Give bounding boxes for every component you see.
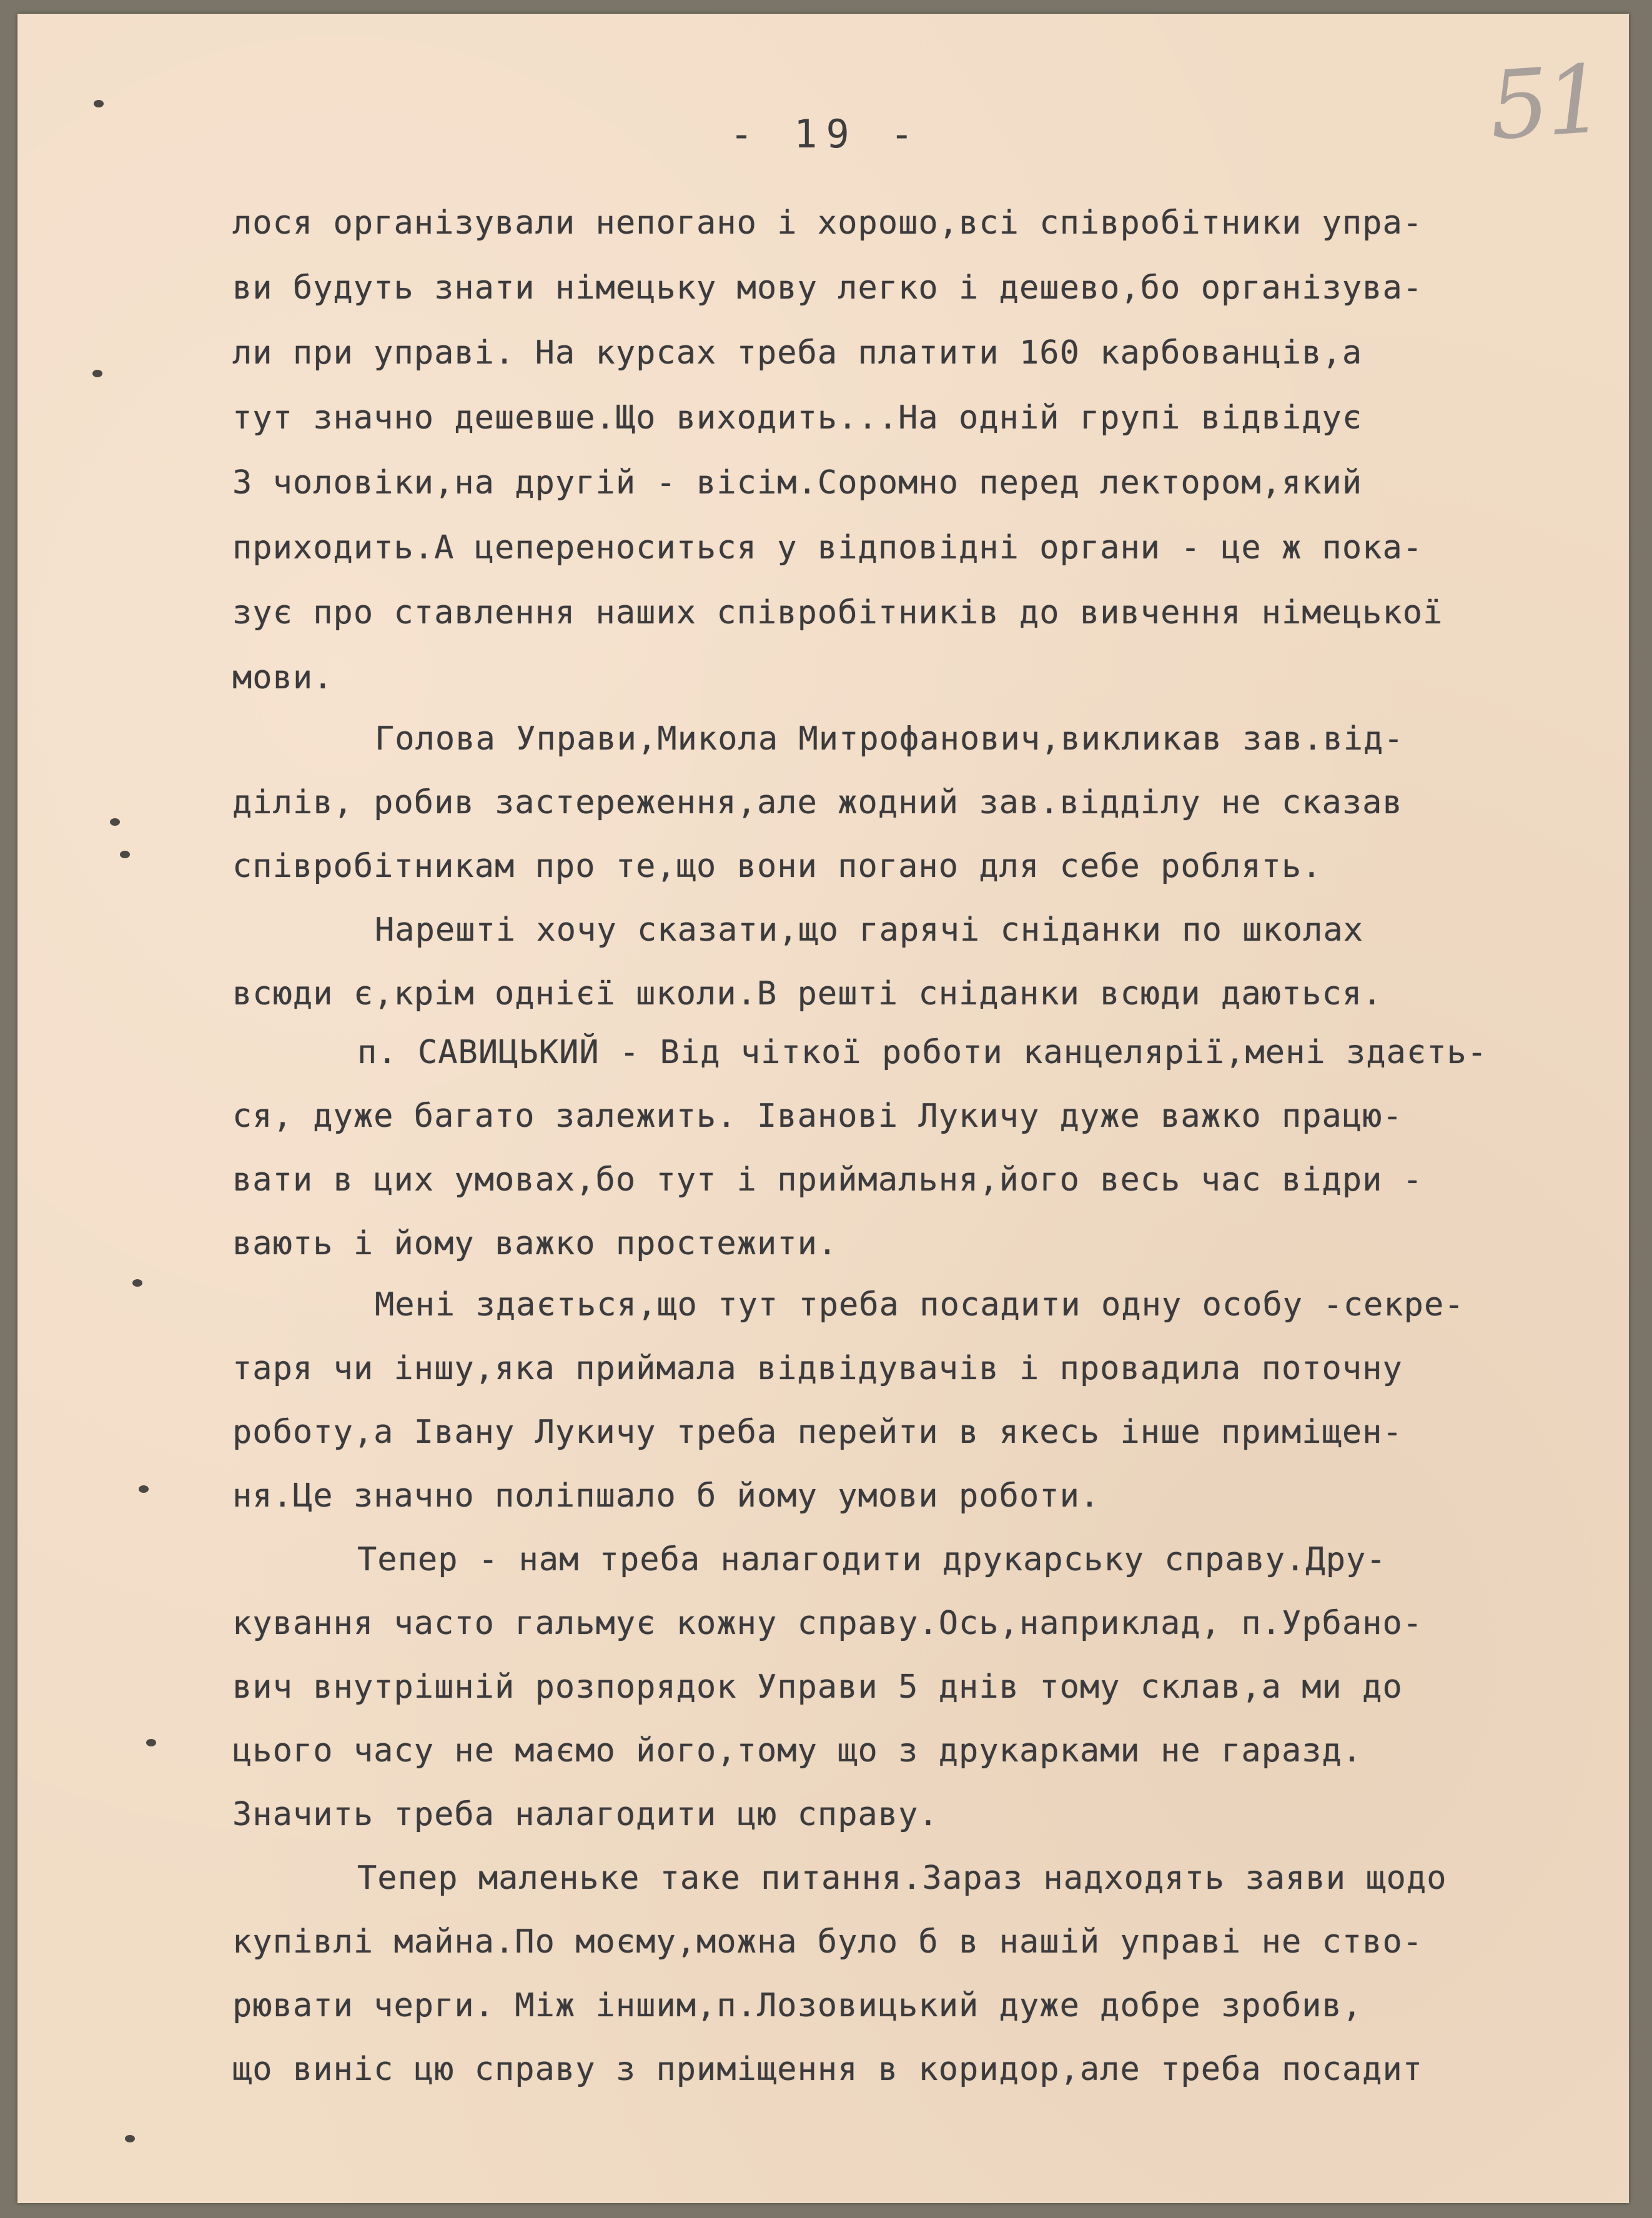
- margin-speck: [120, 851, 130, 858]
- text-line: Тепер маленьке таке питання.Зараз надходять заяви щодо: [357, 1859, 1447, 1897]
- text-line: співробітникам про те,що вони погано для себе роблять.: [232, 848, 1322, 885]
- text-line: ділів, робив застереження,але жодний зав.відділу не сказав: [232, 784, 1403, 821]
- text-line: лося організували непогано і хорошо,всі співробітники упра-: [232, 204, 1423, 242]
- text-line: 3 чоловіки,на другій - вісім.Соромно перед лектором,який: [232, 464, 1363, 502]
- margin-speck: [110, 818, 120, 826]
- text-line: мови.: [232, 659, 334, 696]
- text-line: Тепер - нам треба налагодити друкарську справу.Дру-: [357, 1541, 1387, 1578]
- margin-speck: [125, 2135, 135, 2142]
- text-line: всюди є,крім однієї школи.В решті сніданки всюди даються.: [232, 975, 1383, 1012]
- text-line: кування часто гальмує кожну справу.Ось,наприклад, п.Урбано-: [232, 1605, 1423, 1642]
- text-line: вич внутрішній розпорядок Управи 5 днів тому склав,а ми до: [232, 1668, 1403, 1706]
- archive-page-number: 51: [1486, 44, 1605, 162]
- text-line: роботу,а Івану Лукичу треба перейти в якесь інше приміщен-: [232, 1413, 1403, 1451]
- text-line: ня.Це значно поліпшало б йому умови роботи.: [232, 1477, 1101, 1515]
- text-line: ся, дуже багато залежить. Іванові Лукичу дуже важко працю-: [232, 1097, 1403, 1135]
- text-line: Нарешті хочу сказати,що гарячі сніданки по школах: [375, 911, 1364, 949]
- text-line: Голова Управи,Микола Митрофанович,викликав зав.від-: [375, 720, 1404, 758]
- text-line: зує про ставлення наших співробітників до вивчення німецької: [232, 594, 1443, 631]
- text-line: вають і йому важко простежити.: [232, 1225, 838, 1262]
- text-line: рювати черги. Між іншим,п.Лозовицький дуже добре зробив,: [232, 1987, 1363, 2024]
- text-line: ли при управі. На курсах треба платити 160 карбованців,а: [232, 334, 1363, 372]
- margin-speck: [146, 1739, 156, 1746]
- page-number: - 19 -: [730, 111, 922, 157]
- text-line: Значить треба налагодити цю справу.: [232, 1796, 939, 1833]
- text-line: тут значно дешевше.Що виходить...На одній групі відвідує: [232, 399, 1363, 437]
- text-line: що виніс цю справу з приміщення в коридор,але треба посадит: [232, 2051, 1423, 2088]
- margin-speck: [94, 100, 104, 107]
- text-line: ви будуть знати німецьку мову легко і дешево,бо організува-: [232, 269, 1423, 307]
- text-line: цього часу не маємо його,тому що з друкарками не гаразд.: [232, 1732, 1363, 1770]
- margin-speck: [139, 1485, 149, 1493]
- text-line: таря чи іншу,яка приймала відвідувачів і провадила поточну: [232, 1350, 1403, 1387]
- text-line: приходить.А цепереноситься у відповідні органи - це ж пока-: [232, 529, 1423, 567]
- text-line: вати в цих умовах,бо тут і приймальня,його весь час відри -: [232, 1161, 1423, 1199]
- text-line: п. САВИЦЬКИЙ - Від чіткої роботи канцелярії,мені здаєть-: [357, 1034, 1488, 1071]
- margin-speck: [132, 1279, 142, 1287]
- text-line: купівлі майна.По моєму,можна було б в нашій управі не ство-: [232, 1923, 1423, 1961]
- margin-speck: [92, 370, 102, 377]
- text-line: Мені здається,що тут треба посадити одну особу -секре-: [375, 1286, 1465, 1324]
